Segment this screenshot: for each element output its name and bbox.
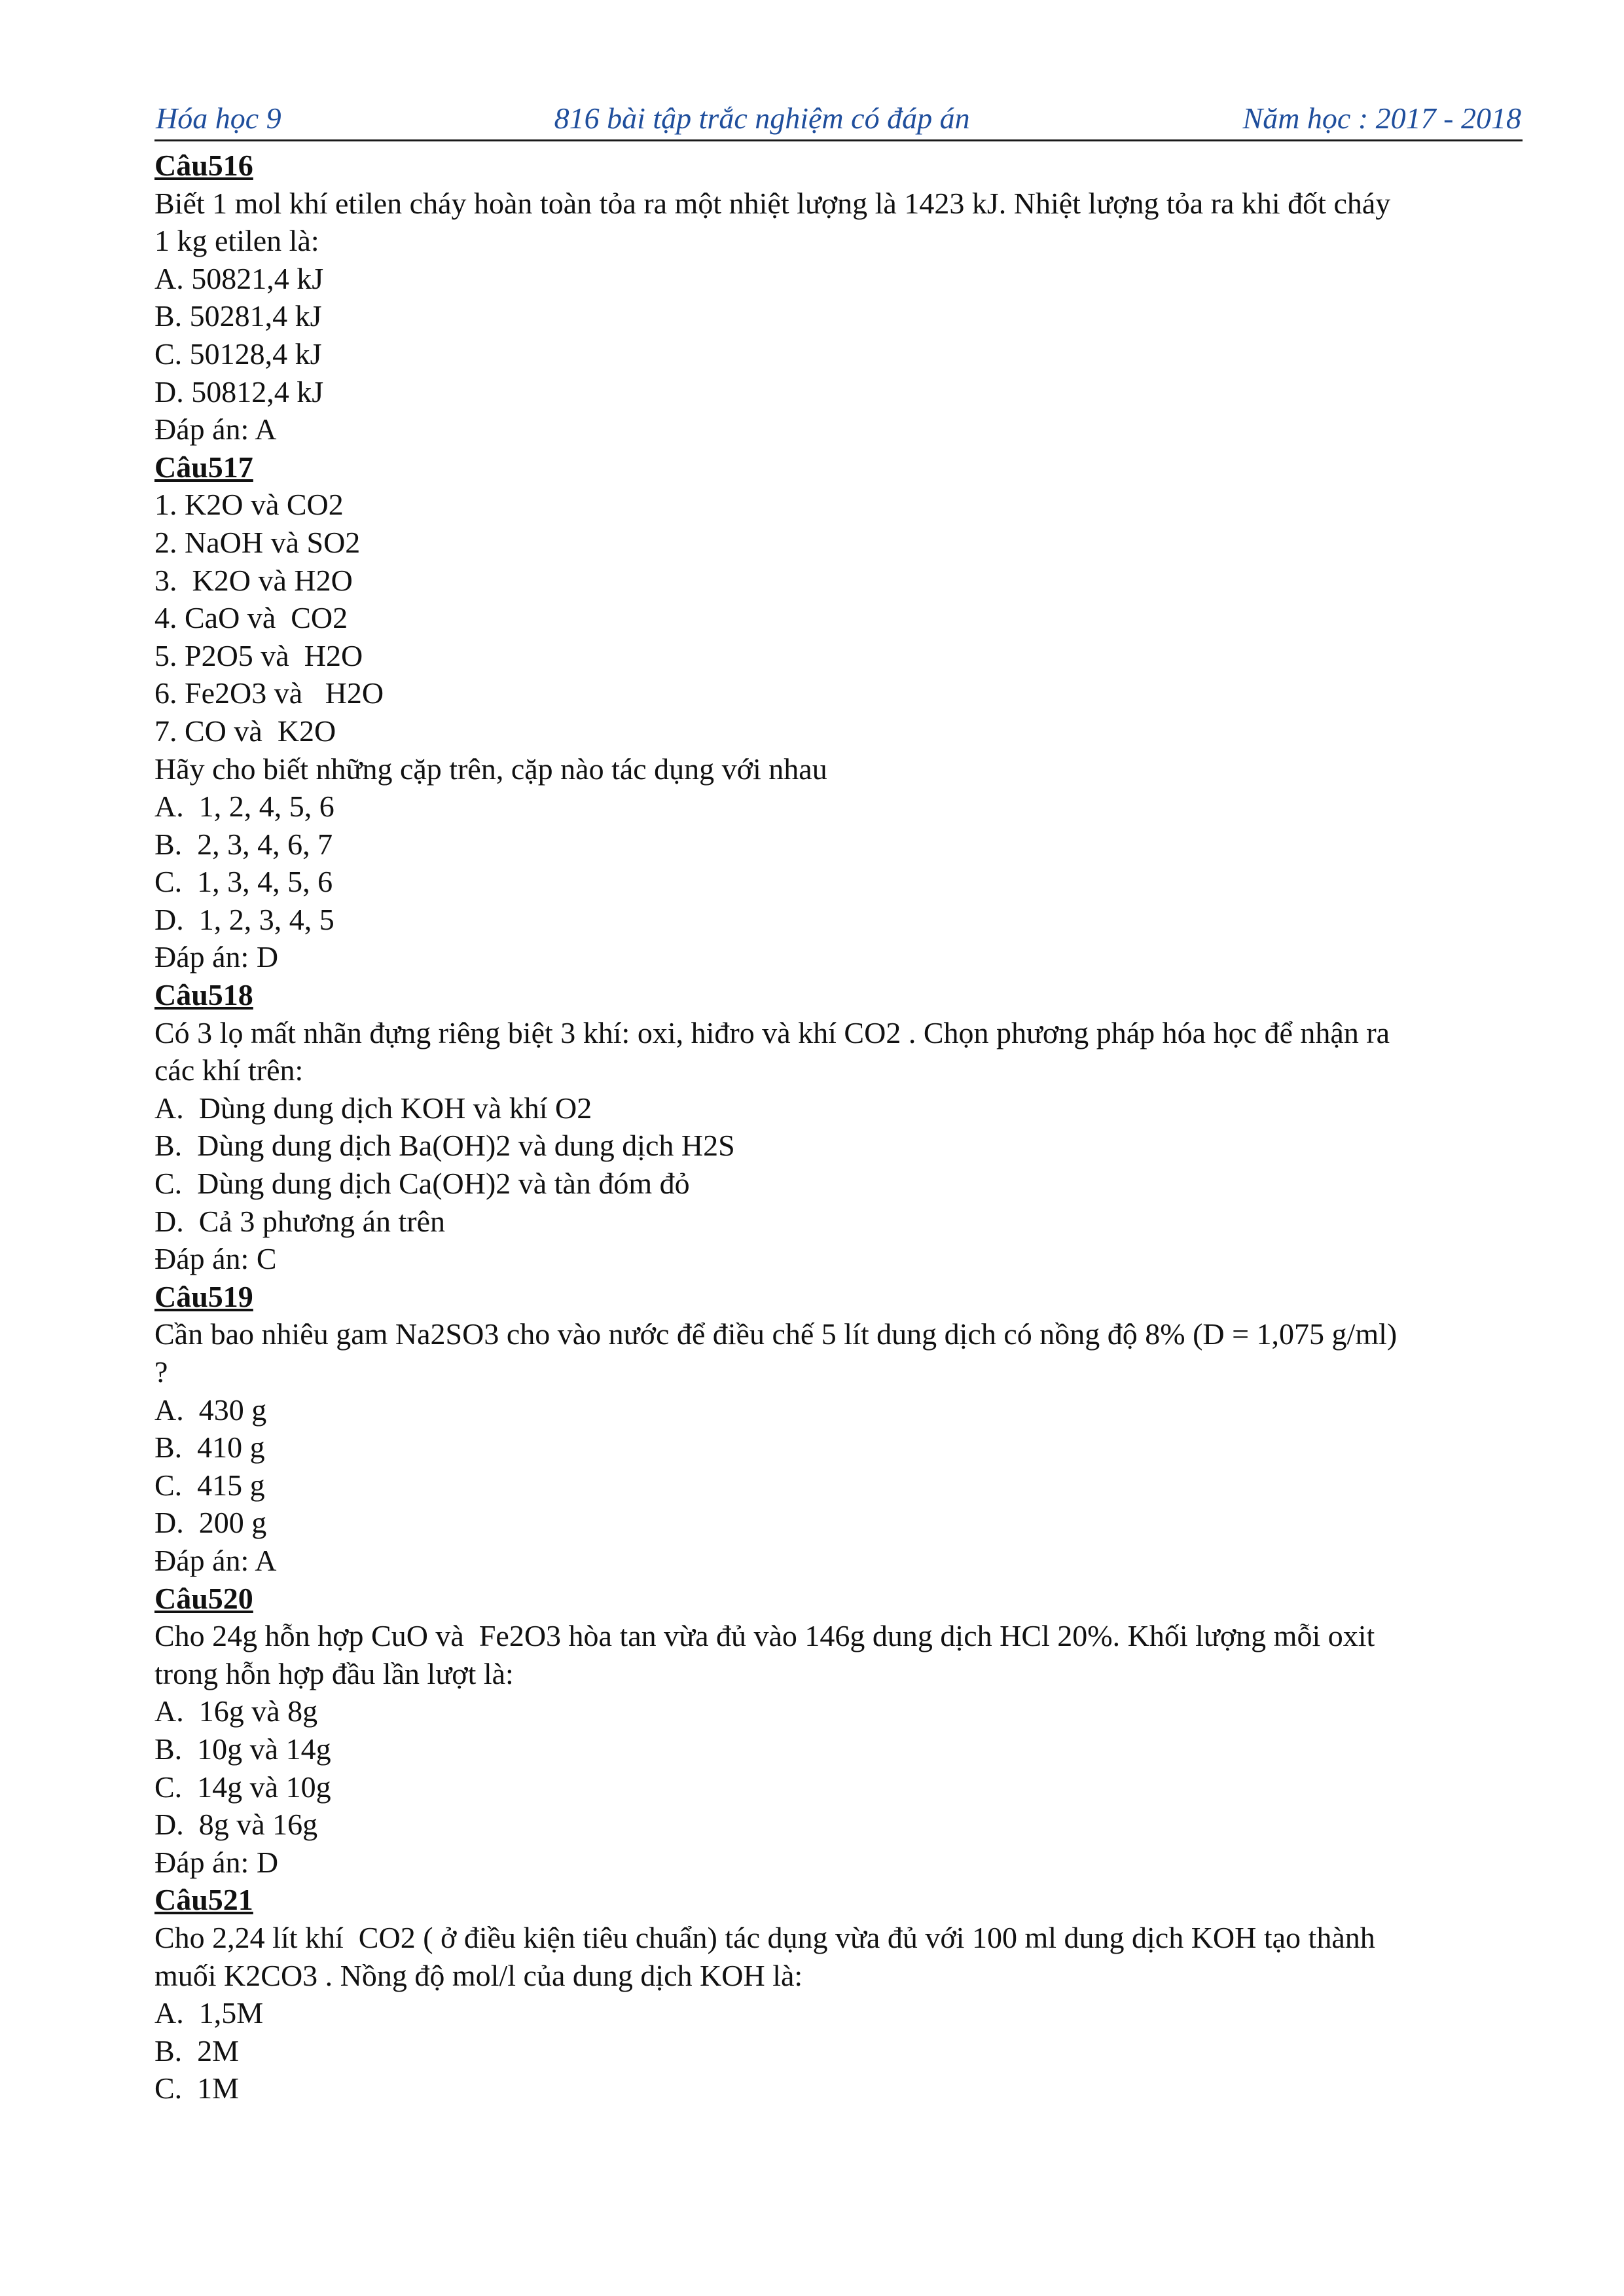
answer-key: Đáp án: D: [154, 1845, 279, 1879]
answer-option: D. 8g và 16g: [154, 1808, 318, 1842]
answer-option: B. 2, 3, 4, 6, 7: [154, 827, 333, 861]
question-title: Câu516: [154, 149, 253, 182]
answer-option: C. 1M: [154, 2071, 240, 2105]
question-text: ?: [154, 1355, 168, 1389]
question-title: Câu520: [154, 1581, 253, 1615]
question-516: [154, 147, 1523, 448]
question-text: 2. NaOH và SO2: [154, 525, 361, 559]
answer-key: Đáp án: C: [154, 1242, 277, 1276]
answer-option: C. 14g và 10g: [154, 1770, 331, 1804]
answer-option: A. 50821,4 kJ: [154, 261, 324, 295]
answer-option: D. 50812,4 kJ: [154, 374, 324, 409]
question-title: Câu519: [154, 1279, 253, 1313]
question-text: 1. K2O và CO2: [154, 488, 344, 522]
answer-key: Đáp án: D: [154, 940, 279, 974]
answer-option: A. Dùng dung dịch KOH và khí O2: [154, 1091, 592, 1125]
question-text: Biết 1 mol khí etilen cháy hoàn toàn tỏa ra một nhiệt lượng là 1423 kJ. Nhiệt lượng tỏa ra khi đốt cháy: [154, 186, 1391, 220]
question-text: các khí trên:: [154, 1053, 304, 1087]
answer-option: C. 1, 3, 4, 5, 6: [154, 865, 333, 899]
answer-option: B. Dùng dung dịch Ba(OH)2 và dung dịch H2S: [154, 1129, 735, 1163]
question-text: trong hỗn hợp đầu lần lượt là:: [154, 1656, 514, 1690]
document-page: [154, 92, 1523, 2107]
answer-option: A. 430 g: [154, 1393, 267, 1427]
answer-key: Đáp án: A: [154, 1543, 277, 1577]
page-header: [154, 92, 1523, 141]
question-520: [154, 1580, 1523, 1882]
document-body: [154, 141, 1523, 2107]
answer-option: D. 1, 2, 3, 4, 5: [154, 902, 334, 936]
answer-option: A. 1,5M: [154, 1996, 264, 2030]
answer-key: Đáp án: A: [154, 412, 277, 446]
question-517: [154, 448, 1523, 976]
answer-option: C. 50128,4 kJ: [154, 337, 322, 371]
question-518: [154, 976, 1523, 1278]
question-521: [154, 1881, 1523, 2107]
question-text: 7. CO và K2O: [154, 714, 336, 748]
answer-option: B. 2M: [154, 2033, 240, 2068]
question-text: 6. Fe2O3 và H2O: [154, 676, 384, 710]
question-text: 1 kg etilen là:: [154, 224, 319, 258]
answer-option: B. 50281,4 kJ: [154, 299, 322, 333]
question-title: Câu517: [154, 450, 253, 484]
question-text: muối K2CO3 . Nồng độ mol/l của dung dịch KOH là:: [154, 1958, 803, 1992]
answer-option: A. 1, 2, 4, 5, 6: [154, 790, 334, 824]
question-text: Cho 24g hỗn hợp CuO và Fe2O3 hòa tan vừa đủ vào 146g dung dịch HCl 20%. Khối lượng mỗi oxit: [154, 1619, 1375, 1653]
question-text: 4. CaO và CO2: [154, 601, 348, 635]
question-519: [154, 1278, 1523, 1580]
answer-option: A. 16g và 8g: [154, 1694, 318, 1728]
answer-option: D. Cả 3 phương án trên: [154, 1204, 446, 1238]
question-text: Hãy cho biết những cặp trên, cặp nào tác dụng với nhau: [154, 752, 827, 786]
question-text: Cần bao nhiêu gam Na2SO3 cho vào nước để điều chế 5 lít dung dịch có nồng độ 8% (D = 1,075 g/ml): [154, 1317, 1398, 1351]
question-text: 5. P2O5 và H2O: [154, 638, 363, 672]
header-book-title: 816 bài tập trắc nghiệm có đáp án: [554, 101, 970, 135]
question-title: Câu518: [154, 978, 253, 1012]
answer-option: B. 10g và 14g: [154, 1732, 331, 1766]
header-subject: Hóa học 9: [156, 101, 281, 135]
answer-option: C. 415 g: [154, 1468, 265, 1502]
question-text: 3. K2O và H2O: [154, 563, 353, 597]
answer-option: C. Dùng dung dịch Ca(OH)2 và tàn đóm đỏ: [154, 1167, 690, 1201]
answer-option: B. 410 g: [154, 1430, 265, 1465]
question-text: Có 3 lọ mất nhãn đựng riêng biệt 3 khí: oxi, hiđro và khí CO2 . Chọn phương pháp hóa học để nhận ra: [154, 1015, 1390, 1049]
question-title: Câu521: [154, 1883, 253, 1917]
answer-option: D. 200 g: [154, 1506, 267, 1540]
header-school-year: Năm học : 2017 - 2018: [1242, 101, 1521, 135]
question-text: Cho 2,24 lít khí CO2 ( ở điều kiện tiêu chuẩn) tác dụng vừa đủ với 100 ml dung dịch KOH tạo thành: [154, 1920, 1375, 1954]
